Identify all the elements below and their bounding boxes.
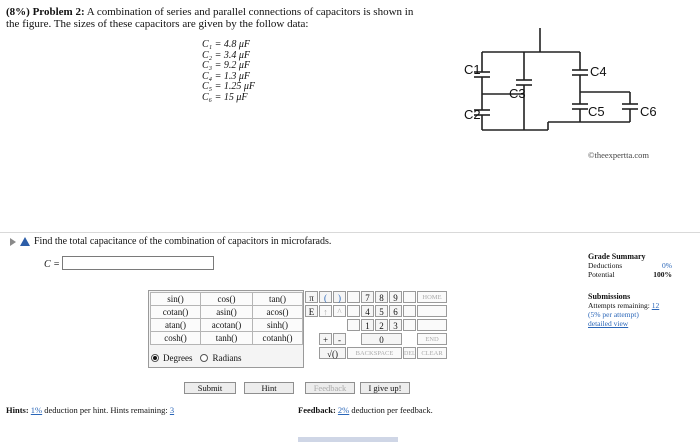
give-up-button[interactable]: I give up! bbox=[360, 382, 410, 394]
submit-button[interactable]: Submit bbox=[184, 382, 236, 394]
keypad bbox=[305, 290, 447, 366]
grade-summary bbox=[588, 252, 672, 279]
radians-label: Radians bbox=[212, 353, 242, 363]
answer-label: C = bbox=[44, 259, 60, 270]
circuit-diagram bbox=[462, 18, 692, 146]
question-line bbox=[10, 236, 331, 247]
key-sqrt[interactable]: √() bbox=[319, 347, 346, 359]
key-3[interactable]: 3 bbox=[389, 319, 402, 331]
fn-acotan-button[interactable]: acotan() bbox=[200, 318, 253, 332]
value-c1: C₁ = 4.8 μF bbox=[202, 39, 251, 50]
deductions-label: Deductions bbox=[588, 261, 623, 270]
per-attempt-text: (5% per attempt) bbox=[588, 310, 639, 319]
label-c1: C1 bbox=[464, 62, 481, 77]
grade-summary-title: Grade Summary bbox=[588, 252, 646, 261]
key-backspace[interactable]: BACKSPACE bbox=[347, 347, 402, 359]
key-pi[interactable]: π bbox=[305, 291, 318, 303]
key-plus[interactable]: + bbox=[319, 333, 332, 345]
key-right-2[interactable] bbox=[417, 319, 447, 331]
fn-asin-button[interactable]: asin() bbox=[200, 305, 253, 319]
key-del[interactable]: DEL bbox=[403, 347, 416, 359]
key-open-paren[interactable]: ( bbox=[319, 291, 332, 303]
key-blank-5[interactable] bbox=[403, 305, 416, 317]
key-blank-1[interactable] bbox=[347, 291, 360, 303]
fn-cotanh-button[interactable]: cotanh() bbox=[252, 331, 303, 345]
degrees-radio[interactable] bbox=[151, 354, 159, 362]
label-c4: C4 bbox=[590, 64, 607, 79]
key-4[interactable]: 4 bbox=[361, 305, 374, 317]
degrees-label: Degrees bbox=[163, 353, 193, 363]
hints-info bbox=[6, 405, 174, 415]
fn-atan-button[interactable]: atan() bbox=[150, 318, 201, 332]
capacitor-values bbox=[202, 40, 255, 104]
fn-tan-button[interactable]: tan() bbox=[252, 292, 303, 306]
fn-tanh-button[interactable]: tanh() bbox=[200, 331, 253, 345]
answer-input[interactable] bbox=[62, 256, 214, 270]
detailed-view-link[interactable]: detailed view bbox=[588, 319, 629, 328]
bottom-banner bbox=[298, 437, 398, 442]
hints-text: deduction per hint. Hints remaining: bbox=[44, 405, 168, 415]
copyright-text: ©theexpertta.com bbox=[588, 150, 649, 160]
key-6[interactable]: 6 bbox=[389, 305, 402, 317]
radians-radio[interactable] bbox=[200, 354, 208, 362]
feedback-percent: 2% bbox=[337, 405, 350, 415]
key-1[interactable]: 1 bbox=[361, 319, 374, 331]
fn-acos-button[interactable]: acos() bbox=[252, 305, 303, 319]
value-c5: C₅ = 1.25 μF bbox=[202, 81, 256, 93]
hint-button[interactable]: Hint bbox=[244, 382, 294, 394]
attempts-label: Attempts remaining: bbox=[588, 301, 650, 310]
key-5[interactable]: 5 bbox=[375, 305, 388, 317]
key-blank-2[interactable] bbox=[347, 305, 360, 317]
hints-prefix: Hints: bbox=[6, 405, 29, 415]
key-e[interactable]: E bbox=[305, 305, 318, 317]
attempts-value: 12 bbox=[651, 301, 660, 310]
value-c4: C₄ = 1.3 μF bbox=[202, 70, 251, 82]
label-c6: C6 bbox=[640, 104, 657, 119]
key-blank-4[interactable] bbox=[403, 291, 416, 303]
fn-cotan-button[interactable]: cotan() bbox=[150, 305, 201, 319]
key-7[interactable]: 7 bbox=[361, 291, 374, 303]
angle-mode-group bbox=[151, 353, 241, 363]
label-c5: C5 bbox=[588, 104, 605, 119]
expand-arrow-icon[interactable] bbox=[10, 238, 16, 246]
key-9[interactable]: 9 bbox=[389, 291, 402, 303]
key-close-paren[interactable]: ) bbox=[333, 291, 346, 303]
feedback-prefix: Feedback: bbox=[298, 405, 336, 415]
value-c2: C₂ = 3.4 μF bbox=[202, 49, 251, 61]
problem-statement bbox=[6, 6, 426, 30]
key-8[interactable]: 8 bbox=[375, 291, 388, 303]
value-c3: C₃ = 9.2 μF bbox=[202, 60, 251, 72]
key-right-1[interactable] bbox=[417, 305, 447, 317]
key-2[interactable]: 2 bbox=[375, 319, 388, 331]
key-minus[interactable]: - bbox=[333, 333, 346, 345]
deductions-value: 0% bbox=[662, 261, 672, 270]
key-end[interactable]: END bbox=[417, 333, 447, 345]
function-panel bbox=[148, 290, 304, 368]
value-c6: C₆ = 15 μF bbox=[202, 91, 248, 103]
label-c3: C3 bbox=[509, 86, 526, 101]
key-home[interactable]: HOME bbox=[417, 291, 447, 303]
key-blank-3[interactable] bbox=[347, 319, 360, 331]
fn-cos-button[interactable]: cos() bbox=[200, 292, 253, 306]
fn-sinh-button[interactable]: sinh() bbox=[252, 318, 303, 332]
potential-label: Potential bbox=[588, 270, 615, 279]
key-blank-6[interactable] bbox=[403, 319, 416, 331]
feedback-button[interactable]: Feedback bbox=[305, 382, 355, 394]
key-caret[interactable]: ^ bbox=[333, 305, 346, 317]
hints-percent: 1% bbox=[30, 405, 43, 415]
question-text: Find the total capacitance of the combination of capacitors in microfarads. bbox=[34, 236, 332, 247]
section-divider bbox=[0, 232, 700, 233]
feedback-text: deduction per feedback. bbox=[351, 405, 433, 415]
label-c2: C2 bbox=[464, 107, 481, 122]
key-clear[interactable]: CLEAR bbox=[417, 347, 447, 359]
hints-remaining: 3 bbox=[169, 405, 175, 415]
key-0[interactable]: 0 bbox=[361, 333, 402, 345]
feedback-info bbox=[298, 405, 433, 415]
submissions-title: Submissions bbox=[588, 292, 631, 301]
potential-value: 100% bbox=[653, 270, 672, 279]
key-up[interactable]: ↑ bbox=[319, 305, 332, 317]
problem-text: A combination of series and parallel connections of capacitors is shown in the figure. The sizes of these capacitors are given by the follow data: bbox=[6, 6, 414, 30]
problem-title: (8%) Problem 2: bbox=[6, 6, 85, 18]
submissions-panel bbox=[588, 292, 659, 328]
fn-sin-button[interactable]: sin() bbox=[150, 292, 201, 306]
fn-cosh-button[interactable]: cosh() bbox=[150, 331, 201, 345]
warning-icon bbox=[20, 237, 30, 246]
